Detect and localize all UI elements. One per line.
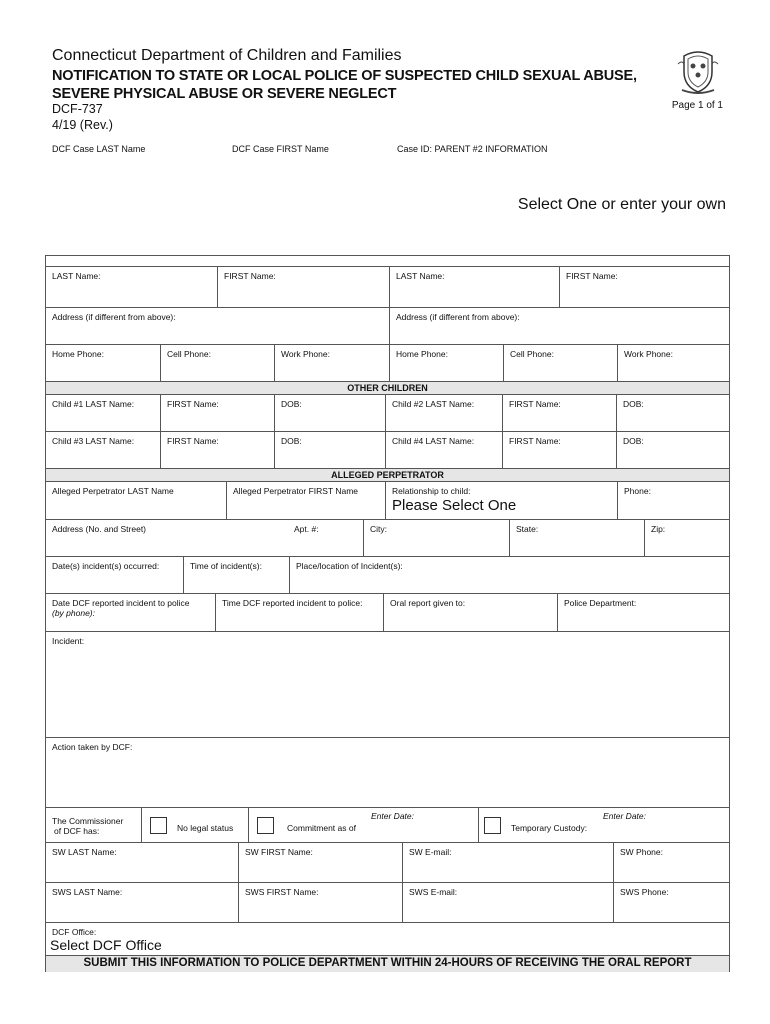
incident-time-row (46, 557, 729, 594)
parent1-last-field[interactable]: LAST Name: (52, 271, 101, 281)
sw-row (46, 843, 729, 883)
sws-first-field[interactable]: SWS FIRST Name: (238, 883, 402, 922)
case-first-name-field[interactable]: DCF Case FIRST Name (232, 144, 329, 154)
parent2-address-field[interactable]: Address (if different from above): (389, 308, 731, 344)
child2-last-field[interactable]: Child #2 LAST Name: (385, 395, 502, 431)
incident-dates-field[interactable]: Date(s) incident(s) occurred: (52, 561, 160, 571)
child4-first-field[interactable]: FIRST Name: (502, 432, 616, 468)
incident-description-field[interactable]: Incident: (46, 632, 729, 738)
parent2-first-field[interactable]: FIRST Name: (559, 267, 731, 307)
sw-email-field[interactable]: SW E-mail: (402, 843, 613, 882)
children-row-2 (46, 432, 729, 469)
temporary-custody-checkbox[interactable] (484, 817, 501, 834)
form-number: DCF-737 (52, 102, 103, 116)
parent2-work-phone-field[interactable]: Work Phone: (617, 345, 731, 381)
sw-last-field[interactable]: SW LAST Name: (52, 847, 117, 857)
perpetrator-apt-field[interactable]: Apt. #: (294, 524, 319, 534)
perpetrator-address-row (46, 520, 729, 557)
dcf-office-value: Select DCF Office (50, 937, 162, 953)
incident-time-field[interactable]: Time of incident(s): (183, 557, 289, 593)
police-department-field[interactable]: Police Department: (557, 594, 731, 631)
child4-last-field[interactable]: Child #4 LAST Name: (385, 432, 502, 468)
parent1-address-field[interactable]: Address (if different from above): (52, 312, 176, 322)
form-table (45, 255, 730, 972)
sw-first-field[interactable]: SW FIRST Name: (238, 843, 402, 882)
submit-instruction: SUBMIT THIS INFORMATION TO POLICE DEPARTMENT WITHIN 24-HOURS OF RECEIVING THE ORAL REPORT (46, 956, 729, 972)
perpetrator-phone-field[interactable]: Phone: (617, 482, 731, 519)
sw-phone-field[interactable]: SW Phone: (613, 843, 731, 882)
perpetrator-first-field[interactable]: Alleged Perpetrator FIRST Name (226, 482, 385, 519)
sws-row (46, 883, 729, 923)
case-id-field[interactable]: Case ID: PARENT #2 INFORMATION (397, 144, 548, 154)
report-row (46, 594, 729, 632)
sws-phone-field[interactable]: SWS Phone: (613, 883, 731, 922)
relationship-dropdown[interactable]: Relationship to child: Please Select One (385, 482, 617, 519)
parent-phone-row (46, 345, 729, 382)
sws-last-field[interactable]: SWS LAST Name: (52, 887, 123, 897)
child3-dob-field[interactable]: DOB: (274, 432, 385, 468)
perpetrator-zip-field[interactable]: Zip: (644, 520, 731, 556)
form-revision: 4/19 (Rev.) (52, 118, 113, 132)
agency-name: Connecticut Department of Children and Families (52, 47, 402, 64)
relationship-value: Please Select One (392, 497, 517, 514)
alleged-perpetrator-heading: ALLEGED PERPETRATOR (46, 469, 729, 482)
perpetrator-address-field[interactable]: Address (No. and Street) (52, 524, 147, 534)
child2-first-field[interactable]: FIRST Name: (502, 395, 616, 431)
parent2-last-field[interactable]: LAST Name: (389, 267, 559, 307)
perpetrator-name-row (46, 482, 729, 520)
temporary-custody-date-field[interactable]: Enter Date: (603, 811, 646, 821)
parent2-home-phone-field[interactable]: Home Phone: (389, 345, 503, 381)
parent1-home-phone-field[interactable]: Home Phone: (52, 349, 104, 359)
commissioner-label: The Commissioner of DCF has: (52, 816, 124, 836)
children-row-1 (46, 395, 729, 432)
parent-name-row (46, 266, 729, 308)
commitment-checkbox[interactable] (257, 817, 274, 834)
commitment-date-field[interactable]: Enter Date: (371, 811, 414, 821)
parent1-work-phone-field[interactable]: Work Phone: (274, 345, 389, 381)
perpetrator-state-field[interactable]: State: (509, 520, 644, 556)
perpetrator-city-field[interactable]: City: (363, 520, 509, 556)
child1-first-field[interactable]: FIRST Name: (160, 395, 274, 431)
other-children-heading: OTHER CHILDREN (46, 382, 729, 395)
action-taken-field[interactable]: Action taken by DCF: (46, 738, 729, 808)
no-legal-status-checkbox[interactable] (150, 817, 167, 834)
child3-last-field[interactable]: Child #3 LAST Name: (52, 436, 135, 446)
perpetrator-last-field[interactable]: Alleged Perpetrator LAST Name (52, 486, 174, 496)
time-reported-field[interactable]: Time DCF reported incident to police: (215, 594, 383, 631)
date-reported-field[interactable]: Date DCF reported incident to police (by phone): (52, 598, 190, 618)
state-seal-icon (676, 46, 720, 94)
parent-address-row (46, 308, 729, 345)
page-number: Page 1 of 1 (671, 100, 723, 111)
sws-email-field[interactable]: SWS E-mail: (402, 883, 613, 922)
child2-dob-field[interactable]: DOB: (616, 395, 731, 431)
commitment-option[interactable]: Commitment as of Enter Date: (248, 808, 478, 842)
case-last-name-field[interactable]: DCF Case LAST Name (52, 144, 146, 154)
child4-dob-field[interactable]: DOB: (616, 432, 731, 468)
child1-last-field[interactable]: Child #1 LAST Name: (52, 399, 135, 409)
no-legal-status-option[interactable]: No legal status (141, 808, 248, 842)
parent1-cell-phone-field[interactable]: Cell Phone: (160, 345, 274, 381)
child3-first-field[interactable]: FIRST Name: (160, 432, 274, 468)
incident-place-field[interactable]: Place/location of Incident(s): (289, 557, 731, 593)
select-one-dropdown[interactable]: Select One or enter your own (517, 196, 726, 213)
child1-dob-field[interactable]: DOB: (274, 395, 385, 431)
legal-status-row (46, 808, 729, 843)
dcf-office-dropdown[interactable]: DCF Office: Select DCF Office (46, 923, 729, 956)
form-number-block (52, 101, 113, 133)
parent2-cell-phone-field[interactable]: Cell Phone: (503, 345, 617, 381)
temporary-custody-option[interactable]: Temporary Custody: Enter Date: (478, 808, 731, 842)
form-title: NOTIFICATION TO STATE OR LOCAL POLICE OF SUSPECTED CHILD SEXUAL ABUSE, SEVERE PHYSICAL ABUSE OR SEVERE NEGLECT (52, 68, 637, 102)
parent1-first-field[interactable]: FIRST Name: (217, 267, 389, 307)
oral-report-field[interactable]: Oral report given to: (383, 594, 557, 631)
